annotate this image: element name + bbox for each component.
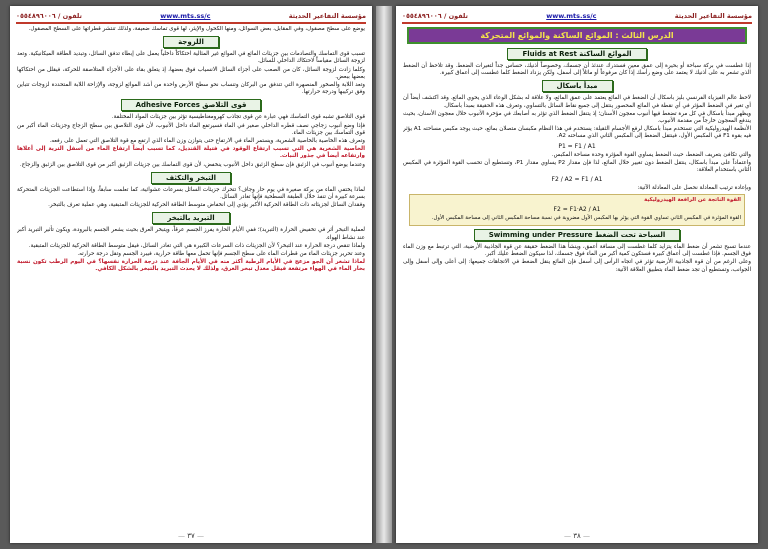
paragraph: عندما تسبح تشعر أن ضغط الماء يتزايد كلما غطست إلى مسافة أعمق، وينشأ هذا الضغط حقيقة عن قوة الجاذبية الأرضية، التي ترتبط مع وزن الماء فوق الجسم. فإذا غطست إلى أعماق كبيرة فستكون كمية أكبر من الماء فوق جسمك، لذا سيكون الضغط عليك أكبر. [403,244,751,258]
section-heading: التبخر والتكثف [17,172,365,184]
section-heading: السباحة تحت الضغط Swimming under Pressure [403,229,751,241]
header-phone: تلفون / ٠٥٥٤٨٩٦٠٠٦ [402,12,468,20]
page-header [402,10,752,24]
book-gutter [376,6,392,543]
paragraph: وعلى الرغم من أن قوة الجاذبية الأرضية تؤثر في اتجاه الرأس إلى أسفل فإن المائع ينقل الضغط في الاتجاهات جميعها: إلى أعلى وإلى أسفل وإلى الجوانب، وتستطيع أن تجد ضغط الماء بتطبيق العلاقة الآتية: [403,259,751,273]
header-org: مؤسسة التفاعير الحديثة [288,12,366,20]
paragraph: وعندما يوضع أنبوب في الزئبق فإن سطح الزئبق داخل الأنبوب ينخفض، لأن قوى التماسك بين جزيئات الزئبق أكبر من قوى التلاصق بين الزئبق والزجاج. [19,161,365,168]
header-website-link[interactable]: www.mts.ss/c [546,12,597,20]
lesson-title: الدرس الثالث : الموائع الساكنة والموائع المتحركة [407,27,747,44]
paragraph: لعملية التبخر أثر في تخفيض الحرارة (التبريد)؛ ففي الأيام الحارة يفرز الجسم عرقاً، ويتبخر العرق بحيث يشعر الجسم بالبرودة، ويكون تأثير التبريد أكبر عند نشاط الهواء. [17,227,365,241]
intro-paragraph: يوضع على سطح مصقول، وفي المقابل، بعض السوائل، ومنها الكحول والإيثر، لها قوى تماسك ضعيفة، ولذلك تنتشر قطراتها على السطح المصقول. [28,26,365,32]
section-heading: اللزوجة [17,36,365,48]
section-heading: قوى التلاصق Adhesive Forces [17,99,365,111]
paragraph: وتعد اللابة والصخور المنصهرة التي تتدفق من البركان وتنساب نحو سطح الأرض واحدة من أشد الموائع لزوجة، والإزاحة اللابة المتحددة لزوجات تتباين وفق تركيبها ودرجة حرارتها. [17,82,365,96]
page-body [17,26,365,527]
box-title: القوة الناتجة عن الرافعة الهيدروليكية [644,197,741,204]
page-number: ٣٧ [187,532,195,540]
paragraph: وفقدان السائل لجزيئاته ذات الطاقة الحركية الأكبر يؤدي إلى انخفاض متوسط الطاقة الحركية للجزيئات المتبقية، وهي عملية تعرف بالتبخر. [48,202,365,209]
paragraph: تسبب قوى التماسك والتصادمات بين جزيئات المائع في الموائع غير المثالية احتكاكاً داخلياً يعمل على إبطاء تدفق السائل، وتبديد الطاقة الميكانيكية. وتعد لزوجة السائل مقياساً لاحتكاك الداخلي للسائل. [17,51,365,65]
formula-description: والتي تكافئ بتعريف الضغط، حيث الضغط يساوي القوة المؤثرة وحدة مساحة المكبس. [551,151,751,158]
paragraph: لاحظ عالم الفيزياء الفرنسي بليز باسكال أن الضغط في المائع يعتمد على عمق المائع، ولا علاقة له بشكل الوعاء الذي يحوي المائع. وقد اكتشف أيضاً أن أي تغير في الضغط المؤثر في أي نقطة في المائع المحصور ينتقل إلى جميع نقاط السائل بالتساوي، وتعرف هذه الحقيقة بمبدأ باسكال. [403,95,751,109]
header-org: مؤسسة التفاعير الحديثة [674,12,752,20]
section-heading: مبدأ باسكال [403,80,751,92]
page-number: ٣٨ [573,532,581,540]
page-footer: — ٣٧ — [178,532,204,540]
paragraph: قوى التلاصق تشبه قوى التماسك فهي عبارة عن قوى تجاذب كهرومغناطيسية تؤثر بين جزيئات المواد المختلفة. [111,114,365,121]
paragraph: وكلما زادت لزوجة السائل، كان من الصعب على أجزاء السائل الانسياب فوق بعضها، إذ يتعلق بقاء على الأجزاء المتلاصقة للحركة، فيقلل من احتكاكها بعضها ببعض. [17,66,365,80]
paragraph: فإذا وضع أنبوب زجاجي نصف قطره الداخلي صغير في الماء فسيرتفع الماء داخل الأنبوب، لأن قوى التلاصق بين سطح الزجاج وجزيئات الماء أكبر من قوى التماسك بين جزيئات الماء. [17,122,365,136]
paragraph: وعند تحرير جزيئات الماء من قطرات الماء على سطح الجسم فإنها تحمل معها طاقة حرارية، فيبرد الجسم وتقل درجة حرارته. [77,251,365,258]
header-phone: تلفون / ٠٥٥٤٨٩٦٠٠٦ [16,12,82,20]
paragraph: ولماذا تنقص درجة الحرارة عند التبخر؟ لأن الجزيئات ذات السرعات الكبيرة هي التي تغادر السائل، فيقل متوسط الطاقة الحركية للجزيئات المتبقية. [28,242,365,249]
closing-paragraph: لماذا تشعر أن الجو مزعج في الأيام الرطبة أكثر منه في الأيام الجافة عند درجة الحرارة نفسها؟ في اليوم الرطب تكون نسبة بخار الماء في الهواء مرتفعة فيقل معدل تبخر العرق، ولذلك لا يحدث التبريد بالتبخر بالشكل الكافي. [17,259,365,273]
page-body [403,26,751,527]
paragraph: الخاصية الشعرية هي التي تسبب ارتفاع الوقود في فتيلة القنديل، كما تسبب أيضاً ارتفاع الماء من أسفل التربة إلى أعلاها وارتفاعه أيضاً في جذور النبات. [17,146,365,160]
formula-pascal: F2 / A2 = F1 / A1 [551,176,603,184]
right-page [396,6,758,543]
section-heading: التبريد بالتبخر [17,212,365,224]
paragraph: ويظهر مبدأ باسكال في كل مرة تضغط فيها أنبوب معجون الأسنان؛ إذ يتنقل الضغط الذي تؤثر به أصابعك في مؤخرة الأنبوب خلال معجون الأسنان، بحيث يندفع المعجون خارجاً من مقدمة الأنبوب. [403,110,751,125]
formula-description: وبإعادة ترتيب المعادلة نحصل على المعادلة الآتية: [637,185,751,192]
page-header [16,10,366,24]
paragraph: إذا غطست في بركة سباحة أو بحيرة إلى عمق معين فستدرك عندئذ أن جسمك، وخصوصاً أذنيك، حساس جداً لتغيرات الضغط. وقد تلاحظ أن الضغط الذي تشعر به على أذنيك لا يعتمد على وضع رأسك إذا كان مرفوعاً أو مائلاً إلى أسفل، ولكن يزداد الضغط كلما غطست إلى أعماق كبيرة. [403,63,751,77]
section-heading: الموائع الساكنة Fluids at Rest [403,48,751,60]
left-page [10,6,372,543]
formula-box [409,194,745,226]
paragraph: واعتماداً على مبدأ باسكال، ينتقل الضغط دون تغيير خلال المائع، لذا فإن مقدار P2 يساوي مقدار P1، وتستطيع أن تحسب القوة المؤثرة في المكبس الثاني باستخدام العلاقة: [403,159,751,174]
paragraph: الأنظمة الهيدروليكية التي تستخدم مبدأ باسكال لرفع الأجسام الثقيلة: يستخدم في هذا النظام مكبسان متصلان بمائع، حيث يوجد مكبس مساحته A1 يؤثر فيه بقوة F1 في المكبس الأول، فينتقل الضغط إلى المكبس الثاني الذي مساحته A2. [403,126,751,140]
paragraph: وتعرف هذه الخاصية بالخاصية الشعرية، ويستمر الماء في الارتفاع حتى يتوازن وزن الماء الذي ارتفع مع قوة التلاصق التي تعمل على رفعه. [49,138,365,145]
formula-pressure: P1 = F1 / A1 [558,142,596,150]
page-footer: — ٣٨ — [564,532,590,540]
paragraph: لماذا يختفي الماء من بركة صغيرة في يوم حار وجاف؟ تتحرك جزيئات السائل بسرعات عشوائية، كما تعلمت سابقاً، وإذا استطاعت الجزيئات المتحركة بسرعة كبيرة أن تنفذ خلال الطبقة السطحية فإنها تغادر السائل. [17,186,365,201]
box-text: القوة المؤثرة في المكبس الثاني تساوي القوة التي يؤثر بها المكبس الأول مضروبة في نسبة مساحة المكبس الثاني إلى مساحة المكبس الأول. [431,215,741,222]
header-website-link[interactable]: www.mts.ss/c [160,12,211,20]
formula-hydraulic: F2 = F1·A2 / A1 [553,206,601,214]
